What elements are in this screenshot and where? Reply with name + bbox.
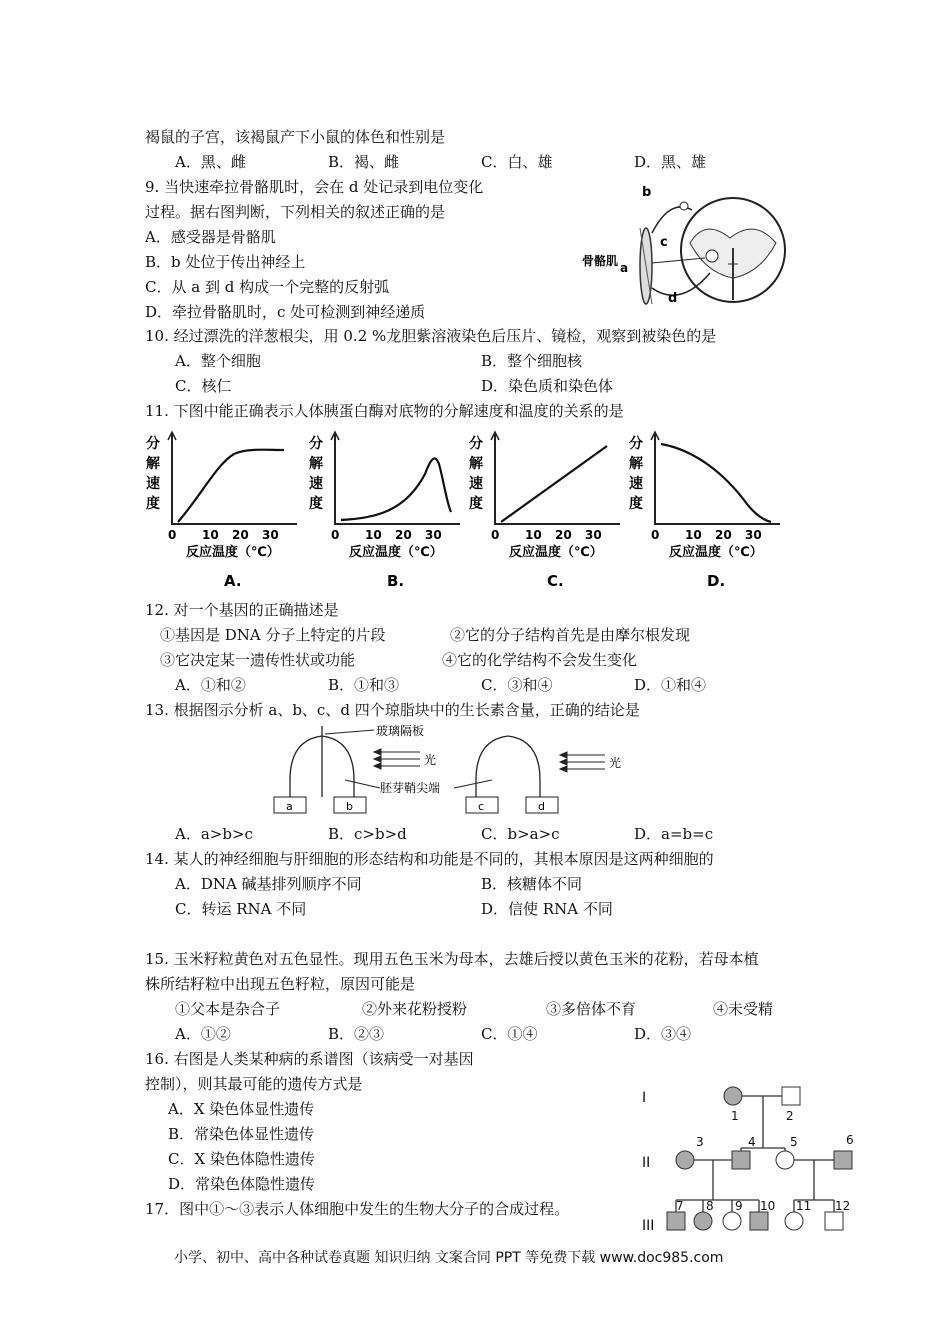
ind-10: 10 xyxy=(760,1199,776,1213)
q8-option-a[interactable]: A．黑、雌 xyxy=(175,153,246,171)
q12-option-a[interactable]: A．①和② xyxy=(175,676,246,694)
label-a: a xyxy=(620,261,629,275)
q12-statement-1: ①基因是 DNA 分子上特定的片段 xyxy=(160,626,386,644)
label-c: c xyxy=(660,235,668,250)
block-b: b xyxy=(346,800,353,813)
q17-stem: 17．图中①～③表示人体细胞中发生的生物大分子的合成过程。 xyxy=(145,1200,570,1218)
y-axis-label: 速 xyxy=(309,476,323,492)
y-axis-label: 度 xyxy=(309,496,323,512)
graph-c xyxy=(463,430,623,590)
q9-option-d[interactable]: D．牵拉骨骼肌时，c 处可检测到神经递质 xyxy=(145,303,426,321)
page-footer[interactable]: 小学、初中、高中各种试卷真题 知识归纳 文案合同 PPT 等免费下载 www.doc985.com xyxy=(174,1250,724,1266)
q8-option-b[interactable]: B．褐、雌 xyxy=(328,153,400,171)
q13-option-c[interactable]: C．b>a>c xyxy=(481,825,560,843)
x-tick: 10 xyxy=(685,528,702,542)
rate-curve xyxy=(341,459,451,520)
axes xyxy=(495,434,620,524)
block-d: d xyxy=(538,800,545,813)
q12-option-c[interactable]: C．③和④ xyxy=(481,676,553,694)
ind-7: 7 xyxy=(676,1199,684,1213)
x-axis-label: 反应温度（℃） xyxy=(509,545,603,560)
q16-option-a[interactable]: A．X 染色体显性遗传 xyxy=(168,1100,315,1118)
q12-statement-2: ②它的分子结构首先是由摩尔根发现 xyxy=(450,626,691,644)
q15-option-a[interactable]: A．①② xyxy=(175,1025,231,1043)
x-tick: 0 xyxy=(491,528,500,542)
gen-I: I xyxy=(642,1090,647,1106)
x-tick: 0 xyxy=(168,528,177,542)
y-axis-label: 分 xyxy=(629,436,643,452)
q16-stem-line2: 控制），则其最可能的遗传方式是 xyxy=(145,1075,363,1093)
graph-caption: B. xyxy=(387,572,405,590)
y-axis-label: 分 xyxy=(309,436,323,452)
q13-option-a[interactable]: A．a>b>c xyxy=(175,825,253,843)
q16-option-b[interactable]: B．常染色体显性遗传 xyxy=(168,1125,315,1143)
q8-stem: 褐鼠的子宫，该褐鼠产下小鼠的体色和性别是 xyxy=(145,128,446,146)
y-axis-label: 度 xyxy=(629,496,643,512)
block-a: a xyxy=(286,800,293,813)
y-axis-label: 分 xyxy=(146,436,160,452)
q15-stem-line2: 株所结籽粒中出现五色籽粒，原因可能是 xyxy=(145,975,416,993)
q13-option-d[interactable]: D．a=b=c xyxy=(634,825,714,843)
q14-option-b[interactable]: B．核糖体不同 xyxy=(481,875,583,893)
q9-stem-line1: 9. 当快速牵拉骨骼肌时，会在 d 处记录到电位变化 xyxy=(145,178,484,196)
q10-option-c[interactable]: C．核仁 xyxy=(175,377,232,395)
q14-stem: 14. 某人的神经细胞与肝细胞的形态结构和功能是不同的，其根本原因是这两种细胞的 xyxy=(145,850,714,868)
q9-option-b[interactable]: B．b 处位于传出神经上 xyxy=(145,253,306,271)
label-glass: 玻璃隔板 xyxy=(376,724,425,738)
y-axis-label: 解 xyxy=(469,456,483,472)
q15-stem-line1: 15. 玉米籽粒黄色对五色显性。现用五色玉米为母本，去雄后授以黄色玉米的花粉，若母本植 xyxy=(145,950,759,968)
ind-11: 11 xyxy=(796,1199,812,1213)
q12-statement-4: ④它的化学结构不会发生变化 xyxy=(442,651,638,669)
graph-caption: D. xyxy=(707,572,726,590)
y-axis-label: 速 xyxy=(146,476,160,492)
ind-1: 1 xyxy=(731,1109,739,1123)
ind-4: 4 xyxy=(748,1135,756,1149)
x-tick: 20 xyxy=(232,528,249,542)
q16-option-c[interactable]: C．X 染色体隐性遗传 xyxy=(168,1150,315,1168)
x-tick: 30 xyxy=(425,528,442,542)
q9-option-a[interactable]: A．感受器是骨骼肌 xyxy=(145,228,276,246)
graph-caption: A. xyxy=(224,572,242,590)
q8-option-c[interactable]: C．白、雄 xyxy=(481,153,553,171)
q15-statement-1: ①父本是杂合子 xyxy=(175,1000,281,1018)
q10-option-d[interactable]: D．染色质和染色体 xyxy=(481,377,614,395)
y-axis-label: 度 xyxy=(469,496,483,512)
x-tick: 30 xyxy=(585,528,602,542)
x-tick: 0 xyxy=(331,528,340,542)
label-b: b xyxy=(642,185,652,200)
rate-curve xyxy=(501,446,607,522)
q14-option-a[interactable]: A．DNA 碱基排列顺序不同 xyxy=(175,875,362,893)
q15-statement-4: ④未受精 xyxy=(713,1000,774,1018)
x-tick: 0 xyxy=(651,528,660,542)
ind-3: 3 xyxy=(696,1135,704,1149)
x-tick: 20 xyxy=(555,528,572,542)
ind-2: 2 xyxy=(786,1109,794,1123)
pedigree-chart xyxy=(638,1080,863,1238)
q8-option-d[interactable]: D．黑、雄 xyxy=(634,153,707,171)
q16-option-d[interactable]: D．常染色体隐性遗传 xyxy=(168,1175,316,1193)
x-axis-label: 反应温度（℃） xyxy=(669,545,763,560)
spinal-reflex-figure xyxy=(580,178,795,310)
q15-option-d[interactable]: D．③④ xyxy=(634,1025,692,1043)
x-tick: 30 xyxy=(745,528,762,542)
ind-6: 6 xyxy=(846,1133,854,1147)
q9-option-c[interactable]: C．从 a 到 d 构成一个完整的反射弧 xyxy=(145,278,390,296)
q10-option-a[interactable]: A．整个细胞 xyxy=(175,352,261,370)
q15-statement-2: ②外来花粉授粉 xyxy=(362,1000,468,1018)
q13-stem: 13. 根据图示分析 a、b、c、d 四个琼脂块中的生长素含量，正确的结论是 xyxy=(145,701,640,719)
y-axis-label: 度 xyxy=(146,496,160,512)
q15-option-b[interactable]: B．②③ xyxy=(328,1025,385,1043)
q14-option-c[interactable]: C．转运 RNA 不同 xyxy=(175,900,307,918)
axes xyxy=(335,434,460,524)
y-axis-label: 解 xyxy=(629,456,643,472)
gen-II: II xyxy=(642,1155,651,1171)
q12-stem: 12. 对一个基因的正确描述是 xyxy=(145,601,339,619)
x-tick: 10 xyxy=(525,528,542,542)
axes xyxy=(172,434,297,524)
q16-stem-line1: 16. 右图是人类某种病的系谱图（该病受一对基因 xyxy=(145,1050,474,1068)
y-axis-label: 速 xyxy=(469,476,483,492)
gen-III: III xyxy=(642,1218,655,1234)
q12-option-b[interactable]: B．①和③ xyxy=(328,676,400,694)
ind-8: 8 xyxy=(706,1199,714,1213)
q12-statement-3: ③它决定某一遗传性状或功能 xyxy=(160,651,356,669)
label-light-left: 光 xyxy=(424,753,437,767)
graph-b xyxy=(303,430,463,590)
ind-5: 5 xyxy=(790,1135,798,1149)
label-d: d xyxy=(668,291,678,306)
q11-stem: 11. 下图中能正确表示人体胰蛋白酶对底物的分解速度和温度的关系的是 xyxy=(145,402,624,420)
y-axis-label: 分 xyxy=(469,436,483,452)
x-tick: 20 xyxy=(395,528,412,542)
x-axis-label: 反应温度（℃） xyxy=(349,545,443,560)
q9-stem-line2: 过程。据右图判断，下列相关的叙述正确的是 xyxy=(145,203,446,221)
x-tick: 10 xyxy=(365,528,382,542)
graph-d xyxy=(623,430,783,590)
q11-graphs xyxy=(140,430,790,590)
graph-a xyxy=(140,430,300,590)
ind-9: 9 xyxy=(735,1199,743,1213)
block-c: c xyxy=(478,800,485,813)
q10-option-b[interactable]: B．整个细胞核 xyxy=(481,352,583,370)
x-axis-label: 反应温度（℃） xyxy=(186,545,280,560)
q13-option-b[interactable]: B．c>b>d xyxy=(328,825,407,843)
x-tick: 20 xyxy=(715,528,732,542)
label-light-right: 光 xyxy=(609,756,622,770)
x-tick: 10 xyxy=(202,528,219,542)
q12-option-d[interactable]: D．①和④ xyxy=(634,676,707,694)
label-tip: 胚芽鞘尖端 xyxy=(380,781,441,795)
label-muscle: 骨骼肌 xyxy=(582,254,619,268)
q15-option-c[interactable]: C．①④ xyxy=(481,1025,538,1043)
y-axis-label: 解 xyxy=(309,456,323,472)
q15-statement-3: ③多倍体不育 xyxy=(546,1000,637,1018)
rate-curve xyxy=(661,444,771,522)
ind-12: 12 xyxy=(835,1199,851,1213)
y-axis-label: 速 xyxy=(629,476,643,492)
graph-caption: C. xyxy=(547,572,564,590)
rate-curve xyxy=(178,450,284,522)
q14-option-d[interactable]: D．信使 RNA 不同 xyxy=(481,900,613,918)
y-axis-label: 解 xyxy=(146,456,160,472)
coleoptile-figure xyxy=(270,722,640,817)
q10-stem: 10. 经过漂洗的洋葱根尖，用 0.2 %龙胆紫溶液染色后压片、镜检，观察到被染色的是 xyxy=(145,327,717,345)
x-tick: 30 xyxy=(262,528,279,542)
